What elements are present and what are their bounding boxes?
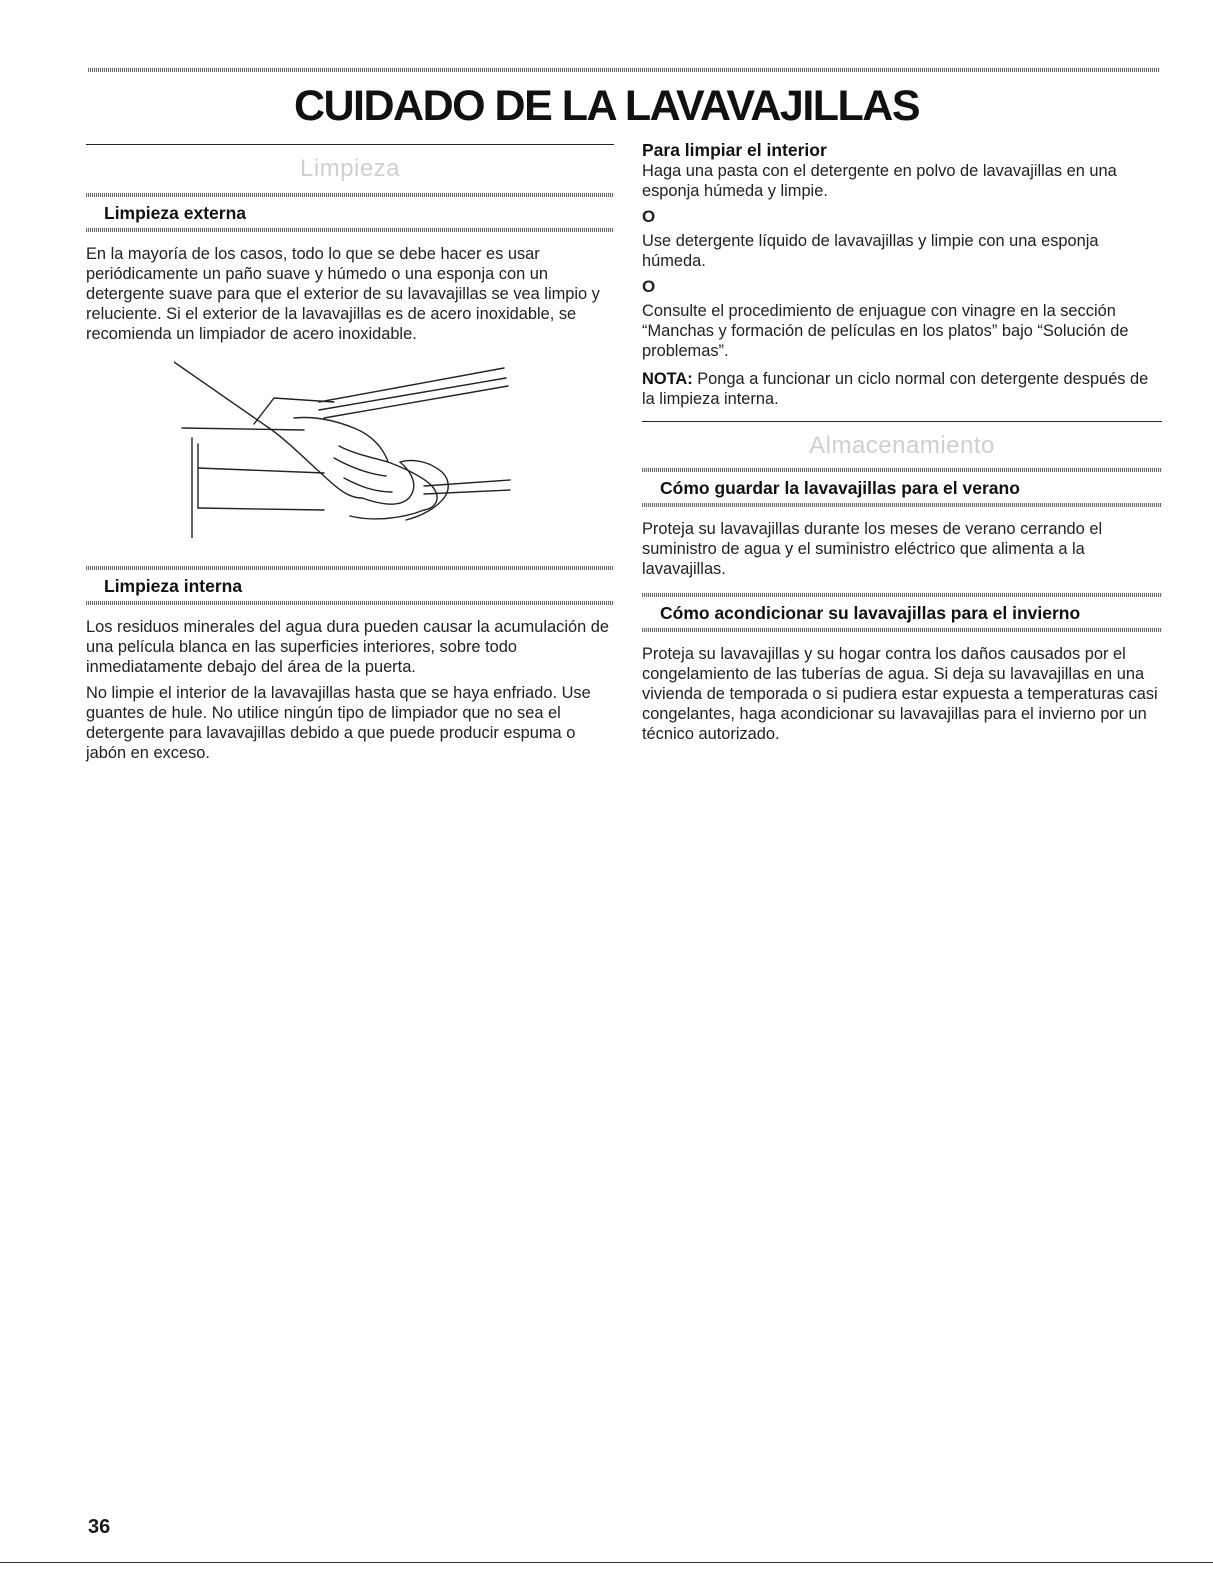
text-limpieza-interna-2: No limpie el interior de la lavavajillas hasta que se haya enfriado. Use guantes de hule. No utilice ningún tipo de limpiador que no sea el detergente para lavavajillas debido a que puede producir espuma o jabón en exceso. bbox=[86, 684, 591, 762]
text-invierno: Proteja su lavavajillas y su hogar contra los daños causados por el congelamiento de las tuberías de agua. Si deja su lavavajillas en una vivienda de temporada o si pudiera estar expuesta a temperaturas casi congelantes, haga acondicionar su lavavajillas para el invierno por un técnico autorizado. bbox=[642, 645, 1158, 743]
heading-invierno: Cómo acondicionar su lavavajillas para el invierno bbox=[660, 603, 1081, 623]
section-title-almacenamiento: Almacenamiento bbox=[809, 432, 995, 459]
or-separator-2: O bbox=[642, 277, 656, 296]
wiping-hand-illustration bbox=[174, 358, 594, 538]
text-limpieza-interna-1: Los residuos minerales del agua dura pueden causar la acumulación de una película blanca en las superficies interiores, sobre todo inmediatamente debajo del área de la puerta. bbox=[86, 618, 610, 676]
text-interior-1: Haga una pasta con el detergente en polvo de lavavajillas en una esponja húmeda y limpie. bbox=[642, 162, 1117, 200]
divider bbox=[642, 468, 1162, 472]
page-title: CUIDADO DE LA LAVAVAJILLAS bbox=[293, 82, 920, 130]
note-label: NOTA: bbox=[642, 370, 693, 388]
text-interior-3: Consulte el procedimiento de enjuague con vinagre en la sección “Manchas y formación de películas en los platos” bajo “Solución de problemas”. bbox=[642, 302, 1129, 360]
bottom-rule bbox=[0, 1562, 1213, 1563]
section-rule bbox=[642, 421, 1162, 422]
page-number: 36 bbox=[88, 1516, 111, 1538]
left-column bbox=[86, 140, 614, 763]
text-verano: Proteja su lavavajillas durante los meses de verano cerrando el suministro de agua y el suministro eléctrico que alimenta a la lavavajillas. bbox=[642, 520, 1103, 578]
text-interior-2: Use detergente líquido de lavavajillas y limpie con una esponja húmeda. bbox=[642, 232, 1099, 270]
or-separator-1: O bbox=[642, 207, 656, 226]
heading-verano: Cómo guardar la lavavajillas para el verano bbox=[660, 478, 1020, 498]
divider bbox=[86, 601, 614, 605]
section-rule bbox=[86, 144, 614, 145]
heading-limpieza-interna: Limpieza interna bbox=[104, 576, 243, 596]
divider bbox=[642, 503, 1162, 507]
section-title-limpieza: Limpieza bbox=[299, 155, 401, 182]
note-paragraph bbox=[642, 369, 1162, 409]
top-decorative-strip bbox=[88, 68, 1160, 72]
divider bbox=[86, 193, 614, 197]
divider bbox=[642, 593, 1162, 597]
divider bbox=[86, 566, 614, 570]
heading-limpieza-externa: Limpieza externa bbox=[104, 203, 246, 223]
divider bbox=[642, 628, 1162, 632]
divider bbox=[86, 228, 614, 232]
text-limpieza-externa: En la mayoría de los casos, todo lo que se debe hacer es usar periódicamente un paño suave y húmedo o una esponja con un detergente suave para que el exterior de su lavavajillas se vea limpio y reluciente. Si el exterior de la lavavajillas es de acero inoxidable, se recomienda un limpiador de acero inoxidable. bbox=[86, 245, 600, 343]
right-column bbox=[642, 140, 1162, 744]
heading-para-limpiar-interior: Para limpiar el interior bbox=[642, 140, 827, 160]
note-text: Ponga a funcionar un ciclo normal con detergente después de la limpieza interna. bbox=[642, 370, 1149, 408]
